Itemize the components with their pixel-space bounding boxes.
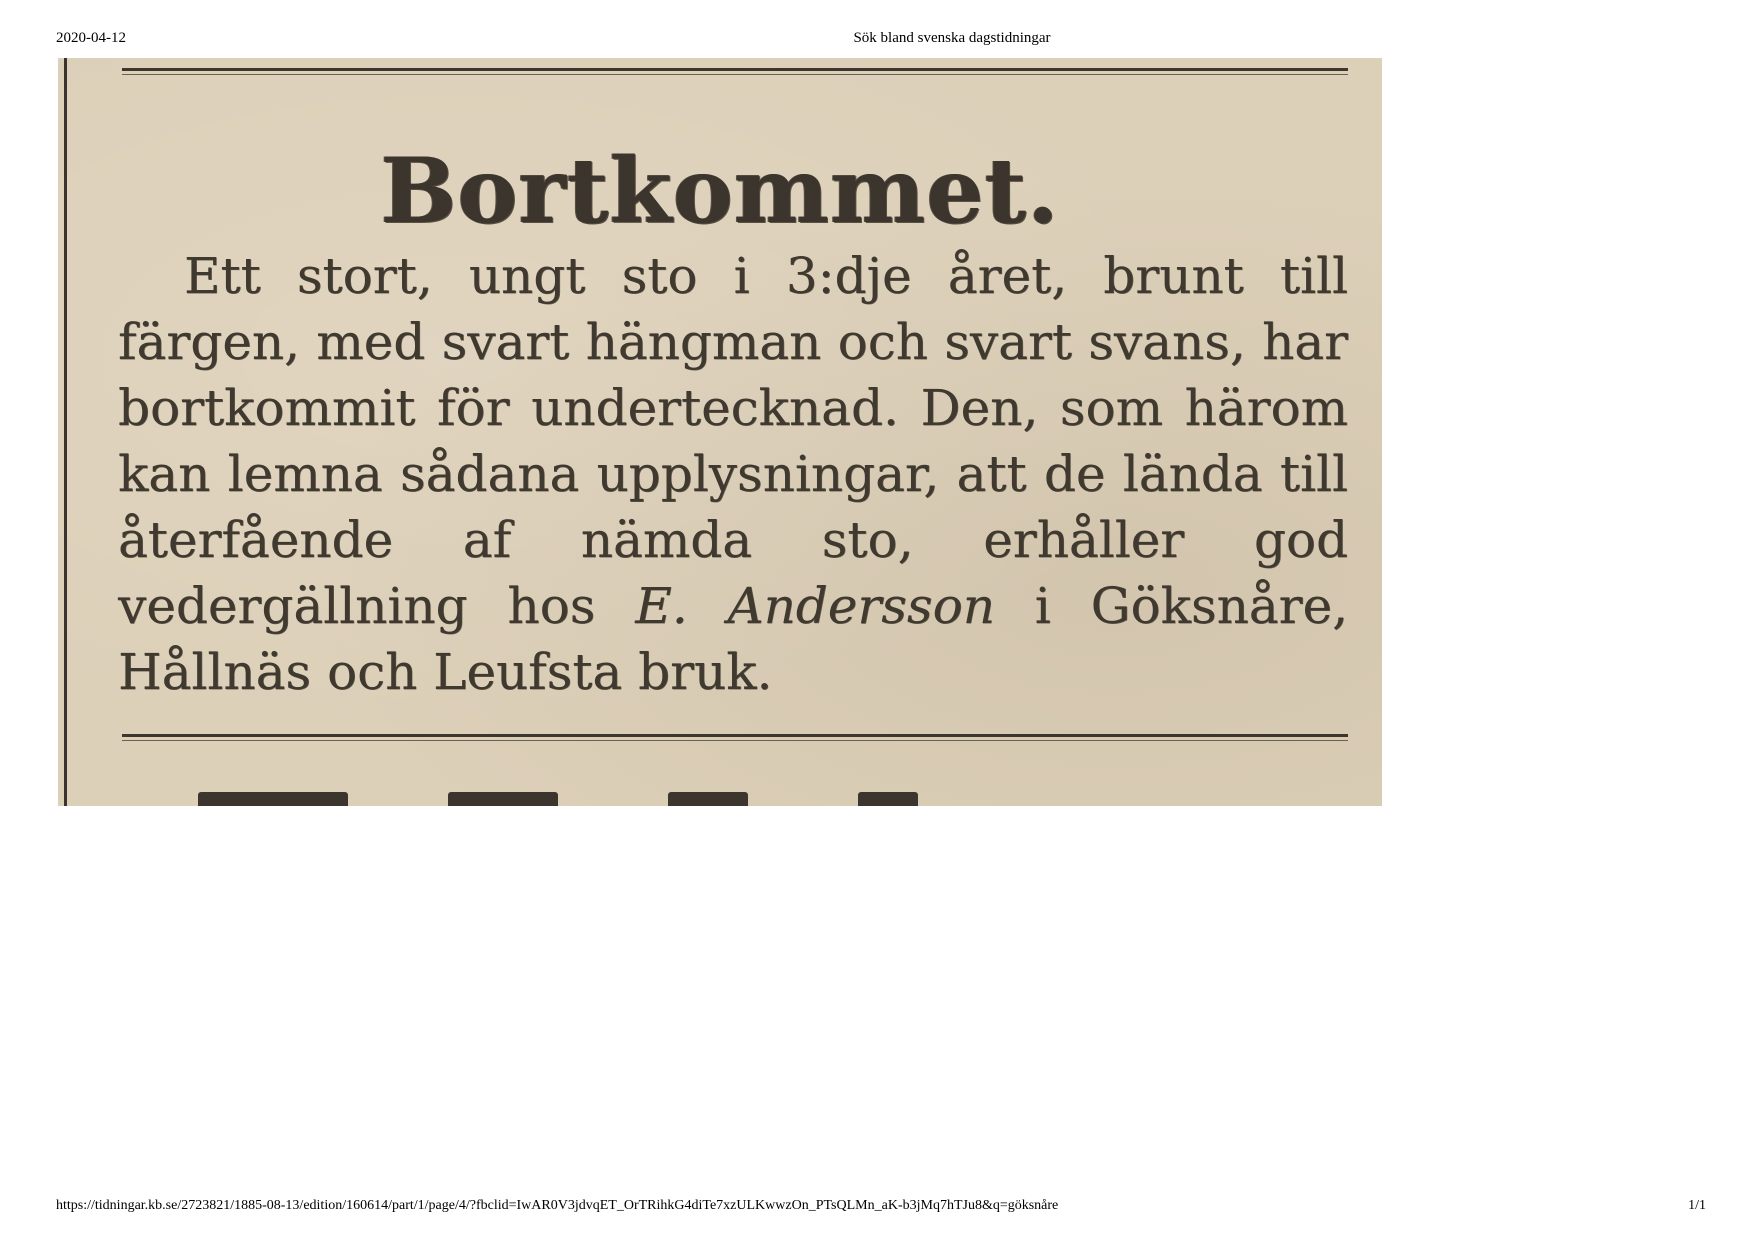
ad-advertiser-name: E. Andersson [635,577,995,635]
bottom-divider-thin-rule [122,740,1348,741]
ad-body-text-start: Ett stort, ungt sto i 3:dje året, brunt till färgen, med svart hängman och svart svans, har bortkommit för undertecknad. Den, som härom kan lemna sådana upplysningar, att de lända till återfående af nämda sto, erhåller god vedergällning hos [118,247,1348,635]
newspaper-clipping-image [58,58,1382,806]
ad-body-text-end: i Göksnåre, Hållnäs och Leufsta bruk. [118,577,1349,701]
print-header-title: Sök bland svenska dagstidningar [853,30,1051,46]
ad-heading: Bortkommet. [380,138,1060,244]
print-footer-url: https://tidningar.kb.se/2723821/1885-08-13/edition/160614/part/1/page/4/?fbclid=IwAR0V3jdvqET_OrTRihkG4diTe7xzULKwwzOn_PTsQLMn_aK-b3jMq7hTJu8&q=göksnåre [56,1198,1059,1213]
cropped-next-heading-fragment [198,792,1298,806]
print-footer-page-number: 1/1 [1688,1198,1706,1213]
top-divider-rule [122,68,1348,71]
top-divider-thin-rule [122,74,1348,75]
bottom-divider-rule [122,734,1348,737]
print-header-date: 2020-04-12 [56,30,126,46]
ad-body-text [118,243,1348,705]
